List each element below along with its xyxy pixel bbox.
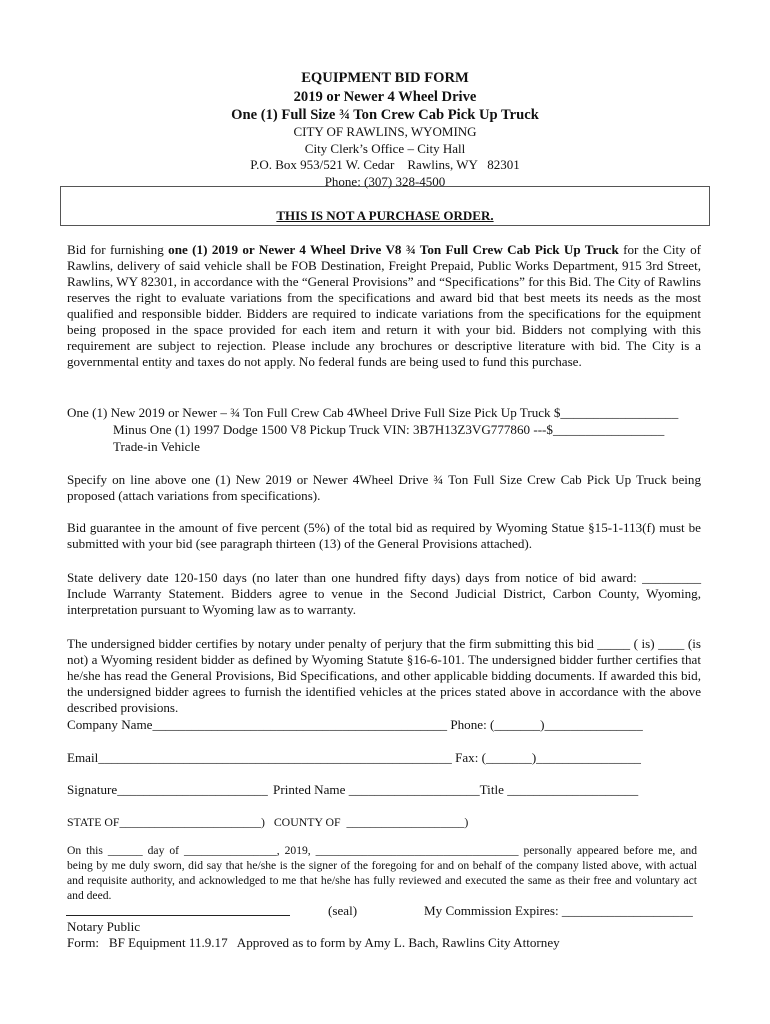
notary-signature-rule[interactable] bbox=[66, 915, 290, 916]
delivery-paragraph: State delivery date 120-150 days (no later than one hundred fifty days) days from notice of bid award: _________ Include Warranty Statement. Bidders agree to venue in the Second Judicial District, Carbon County, Wyoming, interpretation pursuant to Wyoming law as to warranty. bbox=[67, 570, 701, 617]
specify-paragraph: Specify on line above one (1) New 2019 or Newer 4Wheel Drive ¾ Ton Full Size Crew Cab Pick Up Truck being proposed (attach variations from specifications). bbox=[67, 472, 701, 503]
notary-acknowledgment: On this ______ day of ________________, 2019, ___________________________________ personally appeared before me, and being by me duly sworn, did say that he/she is the signer of the foregoing for and on behalf of the company listed above, with actual and requisite authority, and acknowledged to me that he/she has fully reviewed and executed the same as their free and voluntary act and deed. bbox=[67, 844, 697, 902]
guarantee-paragraph: Bid guarantee in the amount of five percent (5%) of the total bid as required by Wyoming Statue §15-1-113(f) must be submitted with your bid (see paragraph thirteen (13) of the General Provisions attached). bbox=[67, 520, 701, 551]
commission-expires-line[interactable]: My Commission Expires: ____________________ bbox=[424, 903, 693, 918]
signature-field[interactable]: _______________________ bbox=[117, 782, 268, 797]
office-name: City Clerk’s Office – City Hall bbox=[304, 141, 466, 156]
bid-line-new-truck: One (1) New 2019 or Newer – ¾ Ton Full Crew Cab 4Wheel Drive Full Size Pick Up Truck $__________________ bbox=[67, 405, 679, 420]
email-fax-line[interactable]: Email______________________________________________________ Fax: (_______)________________ bbox=[67, 750, 641, 765]
intro-paragraph bbox=[67, 242, 701, 370]
form-title: EQUIPMENT BID FORM bbox=[301, 70, 469, 86]
phone-number: Phone: (307) 328-4500 bbox=[324, 174, 446, 189]
form-subtitle-year: 2019 or Newer 4 Wheel Drive bbox=[293, 89, 477, 105]
city-name: CITY OF RAWLINS, WYOMING bbox=[293, 124, 477, 139]
intro-bold: one (1) 2019 or Newer 4 Wheel Drive V8 ¾ Ton Full Crew Cab Pick Up Truck bbox=[168, 242, 619, 257]
printed-name-field[interactable]: ____________________ bbox=[348, 782, 480, 797]
intro-rest: for the City of Rawlins, delivery of said vehicle shall be FOB Destination, Freight Prepaid, Public Works Department, 915 3rd Street, Rawlins, WY 82301, in accordance with the “General Provisions” and “Specifications” for this Bid. The City of Rawlins reserves the right to evaluate variations from the specifications and award bid that best meets its needs as the most qualified and responsible bidder. Bidders are required to indicate variations from the specifications for the equipment being proposed in the space provided for each item and return it with your bid. Bidders not complying with this requirement are subject to rejection. Please include any brochures or descriptive literature with bid. The City is a governmental entity and taxes do not apply. No federal funds are being used to fund this purchase. bbox=[67, 242, 701, 369]
state-county-line[interactable]: STATE OF________________________) COUNTY OF ____________________) bbox=[67, 815, 469, 829]
form-subtitle-truck: One (1) Full Size ¾ Ton Crew Cab Pick Up Truck bbox=[231, 107, 539, 123]
purchase-order-notice: THIS IS NOT A PURCHASE ORDER. bbox=[276, 208, 494, 223]
signature-row bbox=[67, 782, 638, 798]
bid-line-trade-in: Minus One (1) 1997 Dodge 1500 V8 Pickup Truck VIN: 3B7H13Z3VG777860 ---$_________________ bbox=[113, 422, 665, 437]
mailing-address: P.O. Box 953/521 W. Cedar Rawlins, WY 82301 bbox=[250, 157, 520, 172]
certify-paragraph: The undersigned bidder certifies by notary under penalty of perjury that the firm submitting this bid _____ ( is) ____ (is not) a Wyoming resident bidder as defined by Wyoming Statute §16-6-101. The undersigned bidder further certifies that he/she has read the General Provisions, Bid Specifications, and other applicable bidding documents. If awarded this bid, the undersigned bidder agrees to furnish the identified vehicles at the prices stated above in accordance with the above described provisions. bbox=[67, 636, 701, 715]
title-label: Title bbox=[479, 782, 504, 797]
notary-public-label: Notary Public bbox=[67, 919, 141, 934]
signature-label: Signature bbox=[67, 782, 118, 797]
printed-name-label: Printed Name bbox=[273, 782, 346, 797]
seal-label: (seal) bbox=[328, 903, 358, 918]
intro-lead: Bid for furnishing bbox=[67, 242, 169, 257]
trade-in-label: Trade-in Vehicle bbox=[113, 439, 200, 454]
title-field[interactable]: ____________________ bbox=[507, 782, 639, 797]
form-approval-line: Form: BF Equipment 11.9.17 Approved as to form by Amy L. Bach, Rawlins City Attorney bbox=[67, 935, 560, 950]
notice-box bbox=[60, 186, 710, 226]
company-phone-line[interactable]: Company Name_____________________________________________ Phone: (_______)_______________ bbox=[67, 717, 643, 732]
